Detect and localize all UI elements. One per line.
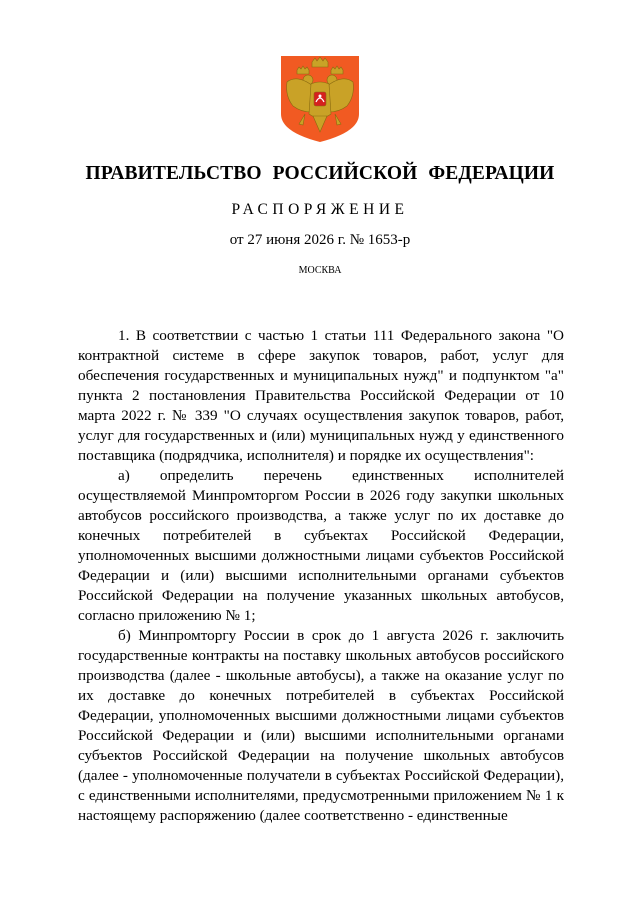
government-title: ПРАВИТЕЛЬСТВО РОССИЙСКОЙ ФЕДЕРАЦИИ	[85, 163, 555, 184]
paragraph-1a: а) определить перечень единственных исполнителей осуществляемой Минпромторгом России в 2026 году закупки школьных автобусов российского производства, а также услуг по их доставке до конечных потребителей в субъектах Российской Федерации, уполномоченных высшими должностными лицами субъектов Российской Федерации и (или) высшими исполнительными органами субъектов Российской Федерации на получение указанных школьных автобусов, согласно приложению № 1;	[78, 467, 564, 624]
paragraph-1: 1. В соответствии с частью 1 статьи 111 Федерального закона "О контрактной системе в сфере закупок товаров, работ, услуг для обеспечения государственных и муниципальных нужд" и подпунктом "а" пункта 2 постановления Правительства Российской Федерации от 10 марта 2022 г. № 339 "О случаях осуществления закупок товаров, работ, услуг для государственных и (или) муниципальных нужд у единственного поставщика (подрядчика, исполнителя) и порядке их осуществления":	[78, 327, 564, 464]
coat-of-arms-icon	[275, 56, 365, 142]
document-type: РАСПОРЯЖЕНИЕ	[231, 201, 409, 218]
paragraph-1b: б) Минпромторгу России в срок до 1 августа 2026 г. заключить государственные контракты на поставку школьных автобусов российского производства (далее - школьные автобусы), а также на оказание услуг по их доставке до конечных потребителей в субъектах Российской Федерации, уполномоченных высшими должностными лицами субъектов Российской Федерации и (или) высшими исполнительными органами субъектов Российской Федерации на получение школьных автобусов (далее - уполномоченные получатели в субъектах Российской Федерации), с единственными исполнителями, предусмотренными приложением № 1 к настоящему распоряжению (далее соответственно - единственные	[78, 627, 564, 824]
document-date-number: от 27 июня 2026 г. № 1653-р	[229, 232, 411, 248]
document-body	[78, 326, 564, 826]
document-city: МОСКВА	[298, 265, 342, 276]
